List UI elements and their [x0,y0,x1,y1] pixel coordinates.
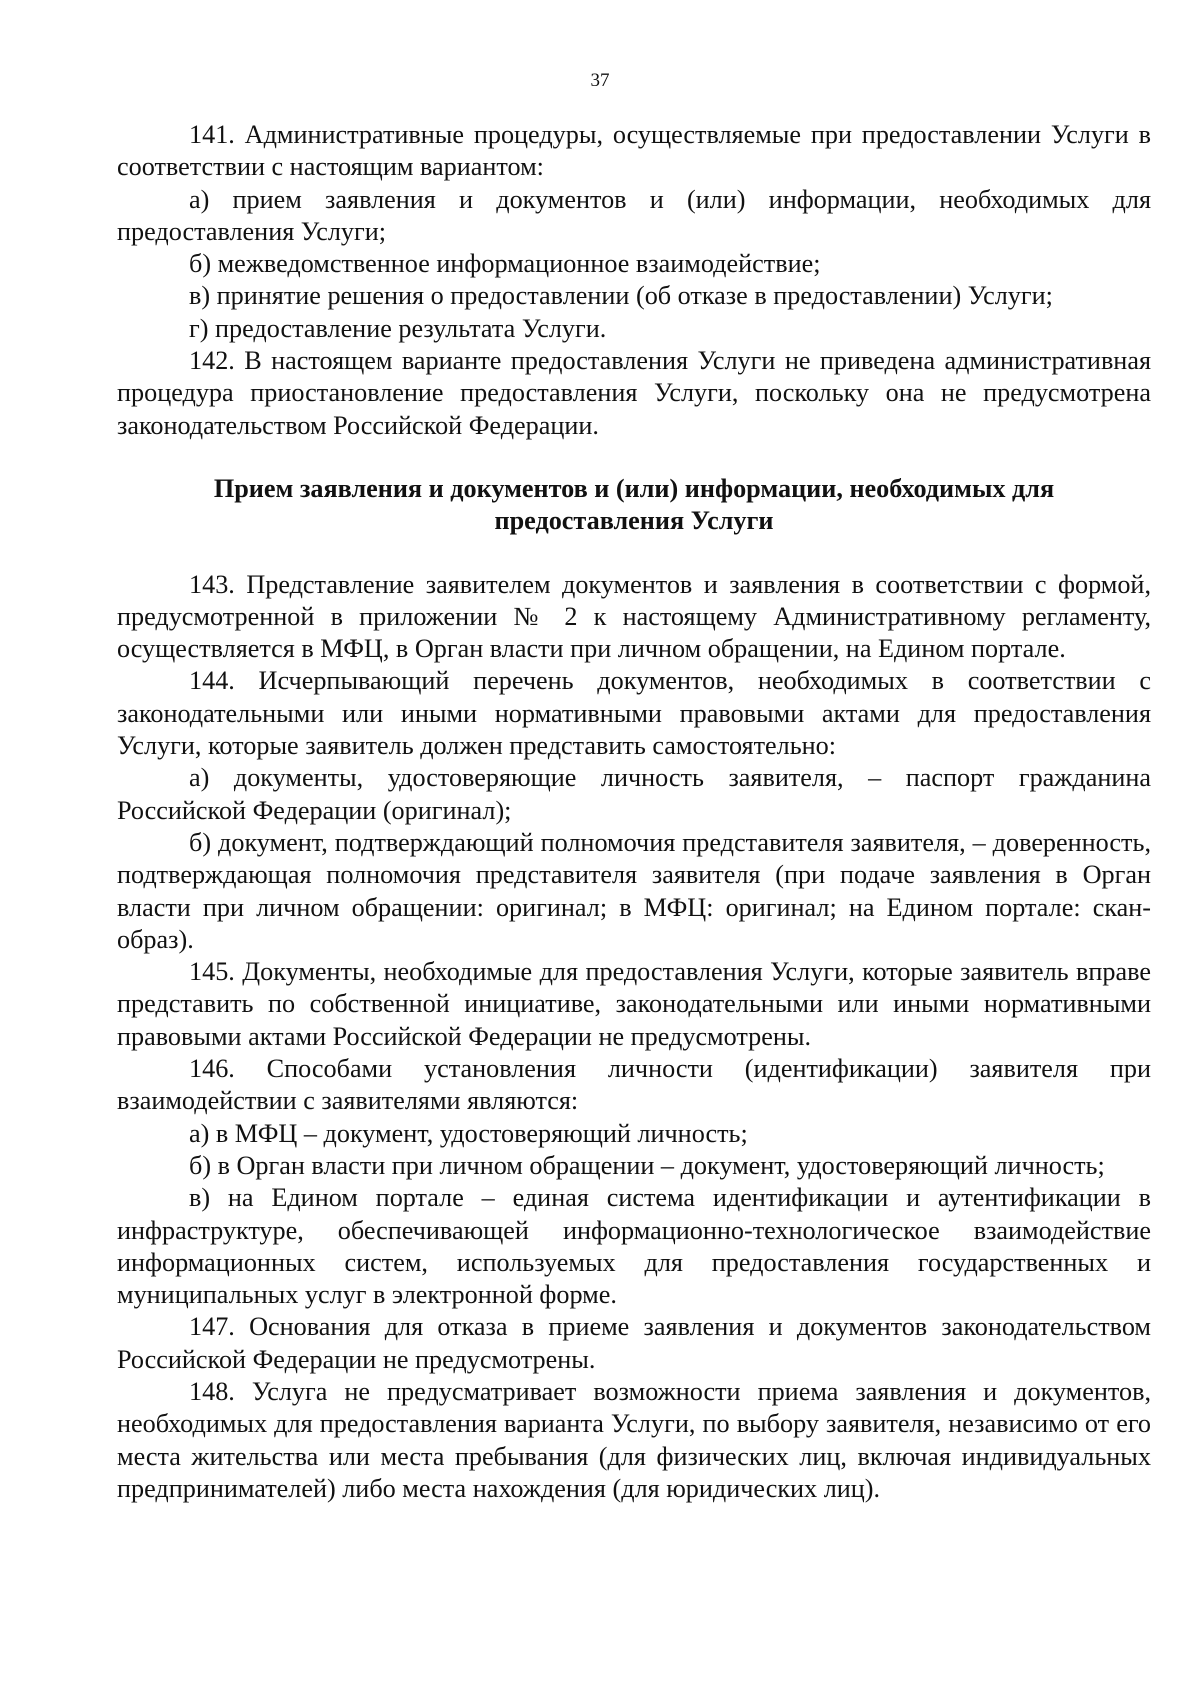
paragraph-146: 146. Способами установления личности (идентификации) заявителя при взаимодействии с заявителями являются: [117,1054,1151,1116]
list-item-146-b: б) в Орган власти при личном обращении – документ, удостоверяющий личность; [189,1150,1105,1180]
list-item-141-a: а) прием заявления и документов и (или) информации, необходимых для предоставления Услуги; [117,184,1151,246]
document-body [117,119,1151,1505]
paragraph-144: 144. Исчерпывающий перечень документов, необходимых в соответствии с законодательными или иными нормативными правовыми актами для предоставления Услуги, которые заявитель должен представить самостоятельно: [117,666,1151,761]
list-item-141-d: г) предоставление результата Услуги. [189,313,607,343]
paragraph-148: 148. Услуга не предусматривает возможности приема заявления и документов, необходимых для предоставления варианта Услуги, по выбору заявителя, независимо от его места жительства или места пребывания (для физических лиц, включая индивидуальных предпринимателей) либо места нахождения (для юридических лиц). [117,1376,1151,1503]
list-item-146-a: а) в МФЦ – документ, удостоверяющий личность; [189,1118,748,1148]
list-item-141-b: б) межведомственное информационное взаимодействие; [189,249,821,279]
list-item-144-b: б) документ, подтверждающий полномочия представителя заявителя, – доверенность, подтверждающая полномочия представителя заявителя (при подаче заявления в Орган власти при личном обращении: оригинал; в МФЦ: оригинал; на Едином портале: скан-образ). [117,827,1151,954]
section-heading-line-2: предоставления Услуги [494,506,774,536]
paragraph-147: 147. Основания для отказа в приеме заявления и документов законодательством Российской Федерации не предусмотрены. [117,1312,1151,1374]
list-item-144-a: а) документы, удостоверяющие личность заявителя, – паспорт гражданина Российской Федерации (оригинал); [117,763,1151,825]
paragraph-142: 142. В настоящем варианте предоставления Услуги не приведена административная процедура приостановление предоставления Услуги, поскольку она не предусмотрена законодательством Российской Федерации. [117,346,1151,440]
paragraph-145: 145. Документы, необходимые для предоставления Услуги, которые заявитель вправе представить по собственной инициативе, законодательными или иными нормативными правовыми актами Российской Федерации не предусмотрены. [117,957,1151,1051]
list-item-146-c: в) на Едином портале – единая система идентификации и аутентификации в инфраструктуре, обеспечивающей информационно-технологическое взаимодействие информационных систем, используемых для предоставления государственных и муниципальных услуг в электронной форме. [117,1183,1151,1310]
section-heading [117,442,1151,569]
paragraph-143: 143. Представление заявителем документов и заявления в соответствии с формой, предусмотренной в приложении № 2 к настоящему Административному регламенту, осуществляется в МФЦ, в Орган власти при личном обращении, на Едином портале. [117,569,1151,664]
page-number: 37 [590,70,610,91]
paragraph-141: 141. Административные процедуры, осуществляемые при предоставлении Услуги в соответствии с настоящим вариантом: [117,120,1151,182]
section-heading-line-1: Прием заявления и документов и (или) информации, необходимых для [213,473,1055,503]
list-item-141-c: в) принятие решения о предоставлении (об отказе в предоставлении) Услуги; [189,281,1053,311]
